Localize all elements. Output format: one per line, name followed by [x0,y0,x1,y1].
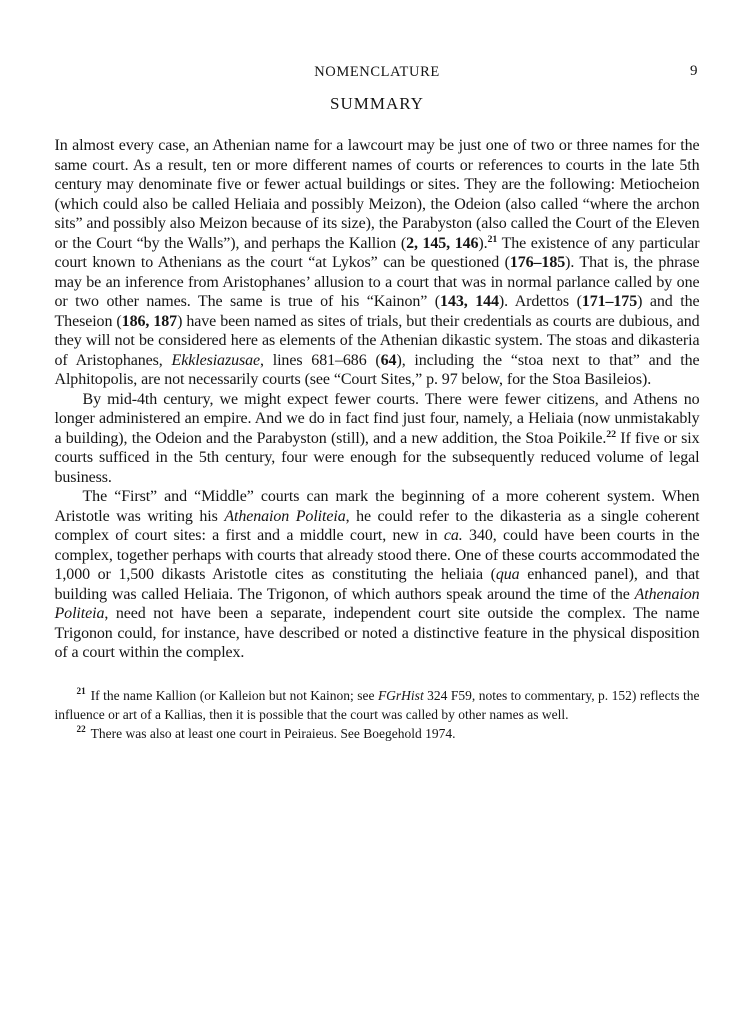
text-run: 324 F59, notes to commentary, p. 152) reflects the influence or art of a Kallias, then it is possible that the court was called by other names as well. [54,687,700,722]
text-run: ca. [443,527,463,544]
text-run: , he could refer to the dikasteria as a single coherent complex of court sites: a first and a middle court, new in [54,507,700,544]
text-run: If the name Kallion (or Kalleion but not Kainon; see [90,687,378,703]
running-head-row [55,63,700,81]
text-run: qua [495,566,520,583]
text-run: enhanced panel), and that building was called Heliaia. The Trigonon, of which authors speak around the time of the [54,566,700,603]
footnotes [55,686,700,743]
page-number: 9 [690,63,698,79]
text-run: , lines 681–686 ( [260,351,381,369]
text-run: 340, could have been courts in the complex, together perhaps with courts that already stood there. One of these courts accommodated the 1,000 or 1,500 dikasts Aristotle cites as constituting the heliaia ( [54,527,700,583]
footnote-text [55,688,700,722]
text-run: Athenaion Politeia [54,585,700,622]
text-run: Ekklesiazusae [171,351,260,369]
text-run: ). That is, the phrase may be an inference from Aristophanes’ allusion to a court that was in normal parlance called by one or two other names. The same is true of his “Kainon” ( [54,254,700,310]
text-run: There was also at least one court in Peiraieus. See Boegehold 1974. [90,725,456,741]
text-run: ). Ardettos ( [498,293,582,310]
section-title: SUMMARY [330,94,424,113]
body-paragraph-3 [55,487,700,663]
text-run: 2, 145, 146 [406,234,479,252]
text-run: 64 [380,351,397,369]
text-run: Athenaion Politeia [224,507,346,525]
footnote-text [91,726,456,741]
footnote-marker: 22 [76,724,86,735]
text-run: By mid-4th century, we might expect fewer courts. There were fewer citizens, and Athens no longer administered an empire. And we do in fact find just four, namely, a Heliaia (now unmistakably a building), the Odeion and the Parabyston (still), and a new addition, the Stoa Poikile. [54,390,700,447]
footnote-marker: 21 [76,686,86,697]
footnote-22 [55,724,700,743]
text-column [55,0,700,743]
text-run: The “First” and “Middle” courts can mark the beginning of a more coherent system. When Aristotle was writing his [54,488,700,525]
text-run: ) and the Theseion ( [54,293,700,330]
footnote-ref: 22 [606,429,616,441]
text-run: 176–185 [509,254,566,271]
body-paragraph-2 [55,390,700,488]
text-run: The existence of any particular court known to Athenians as the court “at Lykos” can be questioned ( [54,234,700,271]
body-paragraph-1 [55,136,700,390]
text-run: FGrHist [377,687,424,703]
text-run: ) have been named as sites of trials, but their credentials as courts are dubious, and they will not be considered here as elements of the Athenian dikastic system. The stoas and dikasteria of Aristophanes, [54,312,700,369]
text-run: 171–175 [581,293,638,310]
body-text [55,136,700,663]
footnote-21 [55,686,700,724]
text-run: If five or six courts sufficed in the 5th century, four were enough for the subsequently reduced volume of legal business. [54,429,700,486]
text-run: In almost every case, an Athenian name for a lawcourt may be just one of two or three names for the same court. As a result, ten or more different names of courts or references to courts in the late 5th century may denominate five or fewer actual buildings or sites. They are the following: Metiocheion (which could also be called Heliaia and possibly Meizon), the Odeion (also called “where the archon sits” and possibly also Meizon because of its size), the Parabyston (also called the Court of the Eleven or the Court “by the Walls”), and perhaps the Kallion ( [54,137,700,252]
footnote-ref: 21 [487,234,498,246]
text-run: ), including the “stoa next to that” and the Alphitopolis, are not necessarily courts (see “Court Sites,” p. 97 below, for the Stoa Basileios). [54,351,700,388]
text-run: , need not have been a separate, independent court site outside the complex. The name Trigonon could, for instance, have described or noted a distinctive feature in the physical disposition of a court within the complex. [54,605,700,661]
text-run: 186, 187 [121,312,178,330]
text-run: ). [478,234,488,252]
running-head: NOMENCLATURE [314,64,440,80]
text-run: 143, 144 [440,293,499,310]
